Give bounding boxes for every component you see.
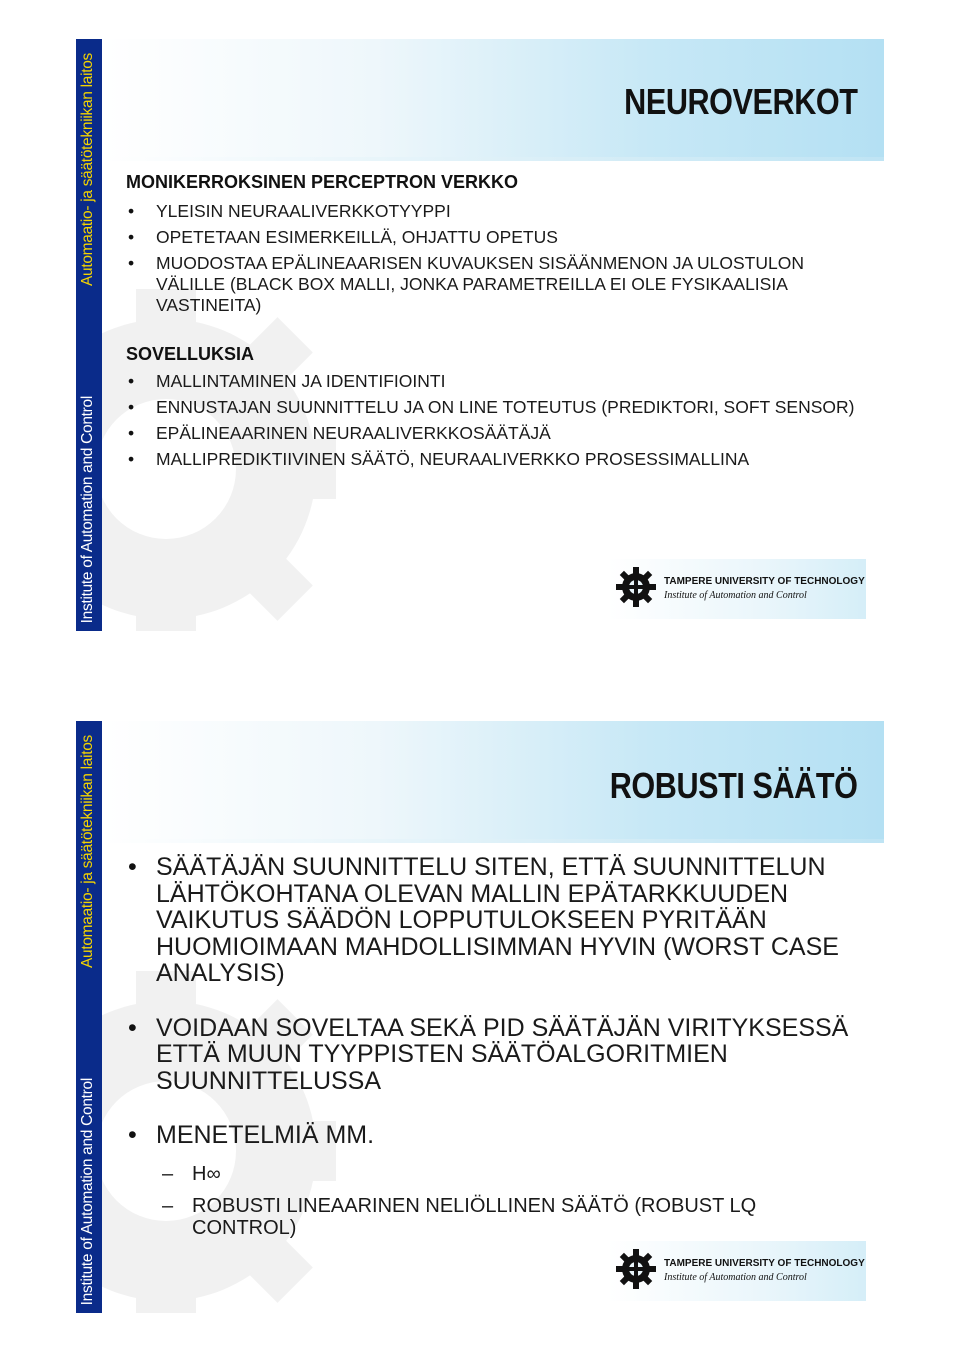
slide-content: [126, 854, 864, 1249]
slide-title: ROBUSTI SÄÄTÖ: [610, 765, 858, 806]
sub-list-item: – ROBUSTI LINEAARINEN NELIÖLLINEN SÄÄTÖ (ROBUST LQ CONTROL): [156, 1195, 864, 1239]
sub-list: [156, 1163, 864, 1239]
university-logo: [608, 559, 866, 619]
slide-title: NEUROVERKOT: [624, 81, 858, 122]
tut-logo-icon: [614, 1247, 658, 1291]
sidebar-fi-label: Automaatio- ja säätötekniikan laitos: [79, 735, 96, 969]
list-item-label: MENETELMIÄ MM.: [156, 1121, 375, 1149]
list-item: • ENNUSTAJAN SUUNNITTELU JA ON LINE TOTEUTUS (PREDIKTORI, SOFT SENSOR): [126, 397, 864, 418]
institute-name: Institute of Automation and Control: [664, 590, 807, 601]
tut-logo-icon: [614, 565, 658, 609]
institute-name: Institute of Automation and Control: [664, 1272, 807, 1283]
list-item: • SÄÄTÄJÄN SUUNNITTELU SITEN, ETTÄ SUUNNITTELUN LÄHTÖKOHTANA OLEVAN MALLIN EPÄTARKKUUDEN VAIKUTUS SÄÄDÖN LOPPUTULOKSEEN PYRITÄÄN HUOMIOIMAAN MAHDOLLISIMMAN HYVIN (WORST CASE ANALYSIS): [126, 854, 864, 987]
section-heading: SOVELLUKSIA: [126, 344, 255, 364]
bullet-list: [126, 201, 864, 316]
list-item: • MALLINTAMINEN JA IDENTIFIOINTI: [126, 371, 864, 392]
list-item: • OPETETAAN ESIMERKEILLÄ, OHJATTU OPETUS: [126, 227, 864, 248]
sidebar-fi-label: Automaatio- ja säätötekniikan laitos: [79, 53, 96, 287]
bullet-list: [126, 371, 864, 470]
university-name: TAMPERE UNIVERSITY OF TECHNOLOGY: [664, 1258, 865, 1269]
sub-list-item: – H∞: [156, 1163, 864, 1185]
sidebar-en-label: Institute of Automation and Control: [79, 1077, 96, 1305]
slide-neuroverkot: [76, 39, 884, 631]
slide-content: [126, 172, 864, 475]
section-heading: MONIKERROKSINEN PERCEPTRON VERKKO: [126, 172, 519, 192]
university-name: TAMPERE UNIVERSITY OF TECHNOLOGY: [664, 576, 865, 587]
list-item: • MALLIPREDIKTIIVINEN SÄÄTÖ, NEURAALIVERKKO PROSESSIMALLINA: [126, 449, 864, 470]
list-item: • MUODOSTAA EPÄLINEAARISEN KUVAUKSEN SISÄÄNMENON JA ULOSTULON VÄLILLE (BLACK BOX MALLI, JONKA PARAMETREILLA EI OLE FYSIKAALISIA VASTINEITA): [126, 253, 864, 316]
sidebar: [76, 39, 102, 631]
list-item: • YLEISIN NEURAALIVERKKOTYYPPI: [126, 201, 864, 222]
list-item: [126, 1122, 864, 1239]
list-item: • EPÄLINEAARINEN NEURAALIVERKKOSÄÄTÄJÄ: [126, 423, 864, 444]
list-item: • VOIDAAN SOVELTAA SEKÄ PID SÄÄTÄJÄN VIRITYKSESSÄ ETTÄ MUUN TYYPPISTEN SÄÄTÖALGORITMIEN SUUNNITTELUSSA: [126, 1015, 864, 1095]
slide-robusti-saato: [76, 721, 884, 1313]
bullet-list: [126, 854, 864, 1239]
sidebar: [76, 721, 102, 1313]
university-logo: [608, 1241, 866, 1301]
sidebar-en-label: Institute of Automation and Control: [79, 395, 96, 623]
